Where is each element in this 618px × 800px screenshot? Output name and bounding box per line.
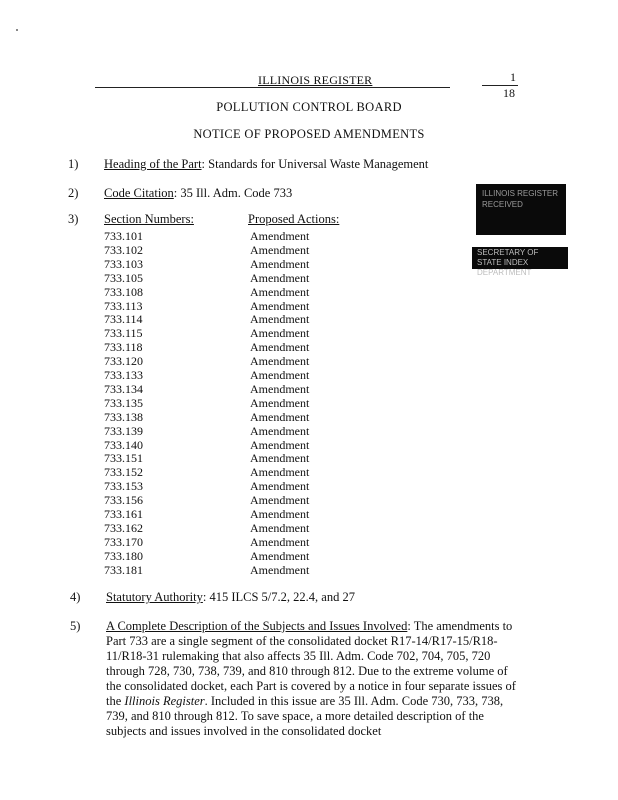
item5-text-1: : The amendments to Part 733 are a single segment of the consolidated docket R17-14/R17-15/R18-11/R18-31 rulemaking that also affects 35 Ill. Adm. Code 702, 704, 705, 720 through 728, 730, 738, 739, and 810 through 812. Due to the extreme volume of the consolidated docket, each Part is covered by a notice in four separate issues of the xyxy=(106,619,516,708)
proposed-action: Amendment xyxy=(250,563,310,577)
proposed-action: Amendment xyxy=(250,257,310,271)
proposed-action: Amendment xyxy=(250,549,310,563)
proposed-action: Amendment xyxy=(250,354,310,368)
section-number: 733.156 xyxy=(104,493,143,507)
proposed-action: Amendment xyxy=(250,312,310,326)
proposed-action: Amendment xyxy=(250,521,310,535)
item1-line xyxy=(104,157,428,172)
proposed-action: Amendment xyxy=(250,465,310,479)
section-number: 733.135 xyxy=(104,396,143,410)
proposed-action: Amendment xyxy=(250,368,310,382)
item4-number: 4) xyxy=(70,590,81,604)
register-title: ILLINOIS REGISTER xyxy=(258,73,373,87)
index-department-stamp xyxy=(472,247,568,277)
proposed-actions-header xyxy=(248,212,339,227)
page-number-block xyxy=(482,70,518,101)
item5-text-2: . Included in this issue are 35 Ill. Adm. Code 730, 733, 738, 739, and 810 through 812. To save space, a more detailed description of the subjects and issues involved in the consolidated docket xyxy=(106,694,504,738)
item2-number: 2) xyxy=(68,186,79,200)
item2-label: Code Citation xyxy=(104,186,174,200)
item1-number: 1) xyxy=(68,157,79,171)
proposed-action: Amendment xyxy=(250,340,310,354)
section-number: 733.105 xyxy=(104,271,143,285)
received-stamp-text: ILLINOIS REGISTER RECEIVED xyxy=(482,189,559,209)
section-number: 733.103 xyxy=(104,257,143,271)
item4-value: : 415 ILCS 5/7.2, 22.4, and 27 xyxy=(202,590,355,604)
section-number: 733.108 xyxy=(104,285,143,299)
item2-value: : 35 Ill. Adm. Code 733 xyxy=(173,186,293,200)
section-number: 733.114 xyxy=(104,312,143,326)
item4-label: Statutory Authority xyxy=(106,590,203,604)
section-number: 733.153 xyxy=(104,479,143,493)
page-total: 18 xyxy=(503,86,515,100)
item5-italic: Illinois Register xyxy=(124,694,205,708)
section-number: 733.161 xyxy=(104,507,143,521)
section-number: 733.152 xyxy=(104,465,143,479)
section-number: 733.162 xyxy=(104,521,143,535)
item5-paragraph xyxy=(106,619,526,739)
section-number: 733.181 xyxy=(104,563,143,577)
item4-line xyxy=(106,590,355,605)
proposed-action: Amendment xyxy=(250,243,310,257)
section-number: 733.139 xyxy=(104,424,143,438)
proposed-action: Amendment xyxy=(250,410,310,424)
index-stamp-text: SECRETARY OF STATE INDEX DEPARTMENT xyxy=(477,248,539,277)
proposed-action: Amendment xyxy=(250,507,310,521)
section-number: 733.101 xyxy=(104,229,143,243)
board-name: POLLUTION CONTROL BOARD xyxy=(216,100,402,114)
notice-title: NOTICE OF PROPOSED AMENDMENTS xyxy=(193,127,425,141)
proposed-action: Amendment xyxy=(250,479,310,493)
proposed-action: Amendment xyxy=(250,229,310,243)
item5-number: 5) xyxy=(70,619,81,633)
proposed-action: Amendment xyxy=(250,424,310,438)
proposed-action: Amendment xyxy=(250,326,310,340)
section-number: 733.102 xyxy=(104,243,143,257)
proposed-action: Amendment xyxy=(250,493,310,507)
section-number: 733.151 xyxy=(104,451,143,465)
item1-value: : Standards for Universal Waste Management xyxy=(201,157,429,171)
proposed-action: Amendment xyxy=(250,382,310,396)
proposed-action: Amendment xyxy=(250,535,310,549)
section-numbers-label: Section Numbers: xyxy=(104,212,194,226)
section-number: 733.118 xyxy=(104,340,143,354)
item1-label: Heading of the Part xyxy=(104,157,202,171)
proposed-action: Amendment xyxy=(250,451,310,465)
proposed-actions-label: Proposed Actions: xyxy=(248,212,340,226)
item5-label: A Complete Description of the Subjects and Issues Involved xyxy=(106,619,408,633)
item3-number: 3) xyxy=(68,212,79,226)
section-number: 733.180 xyxy=(104,549,143,563)
received-stamp xyxy=(476,184,566,235)
section-number: 733.134 xyxy=(104,382,143,396)
section-number: 733.113 xyxy=(104,299,143,313)
section-numbers-header xyxy=(104,212,194,227)
item2-line xyxy=(104,186,292,201)
section-number: 733.170 xyxy=(104,535,143,549)
section-number: 733.120 xyxy=(104,354,143,368)
section-number: 733.115 xyxy=(104,326,143,340)
page-number: 1 xyxy=(482,70,518,86)
proposed-action: Amendment xyxy=(250,396,310,410)
section-number: 733.133 xyxy=(104,368,143,382)
section-number: 733.140 xyxy=(104,438,143,452)
proposed-action: Amendment xyxy=(250,271,310,285)
scan-speck xyxy=(16,29,18,31)
proposed-action: Amendment xyxy=(250,299,310,313)
proposed-action: Amendment xyxy=(250,285,310,299)
section-number: 733.138 xyxy=(104,410,143,424)
header-rule xyxy=(95,87,450,88)
proposed-action: Amendment xyxy=(250,438,310,452)
